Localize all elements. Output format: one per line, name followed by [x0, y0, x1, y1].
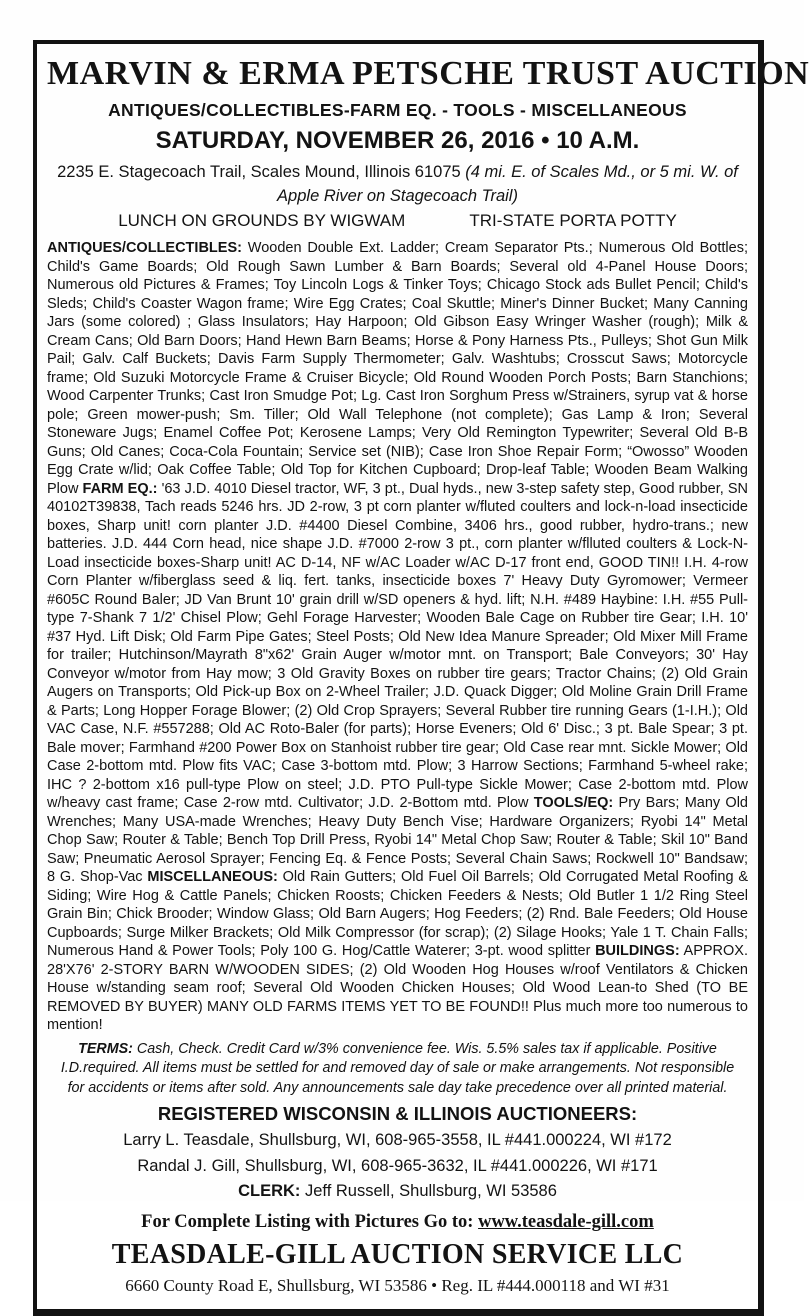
section-label-tools-eq: TOOLS/EQ: — [533, 795, 614, 811]
address-directions-note: (4 mi. E. of Scales Md., or 5 mi. W. of Apple River on Stagecoach Trail) — [277, 163, 738, 205]
section-label-farm-eq: FARM EQ.: — [82, 480, 158, 497]
miscellaneous-items: Old Rain Gutters; Old Fuel Oil Barrels; Old Corrugated Metal Roofing & Siding; Wire Hog & Cattle Panels; Chicken Roosts; Chicken Feeders & Nests; Old Butler 1 1/2 Ring Steel Grain Bin; Chick Brooder; Window Glass; Old Barn Augers; Hog Feeders; (2) Rnd. Bale Feeders; Old House Cupboards; Surge Milker Brackets; Old Milk Compressor (for scrap); (2) Silage Hooks; Yale 1 T. Chain Falls; Numerous Hand & Power Tools; Poly 100 G. Hog/Cattle Waterer; 3-pt. wood splitter — [47, 869, 748, 959]
section-label-buildings: BUILDINGS: — [595, 943, 680, 959]
auctioneer-randal-gill: Randal J. Gill, Shullsburg, WI, 608-965-3632, IL #441.000226, WI #171 — [137, 1157, 658, 1175]
auction-flyer — [33, 40, 809, 1316]
terms-paragraph — [51, 1040, 744, 1099]
buildings-items: APPROX. 28'X76' 2-STORY BARN W/WOODEN SIDES; (2) Old Wooden Hog Houses w/roof Ventilators & Chicken House w/standing seam roof; Several Old Wooden Chicken Houses; Old Wood Lean-to Shed (TO BE REMOVED BY BUYER) MANY OLD FARMS ITEMS YET TO BE FOUND!! Plus much more too numerous to mention! — [47, 943, 748, 1033]
section-label-miscellaneous: MISCELLANEOUS: — [147, 869, 278, 885]
section-label-antiques-collectibles: ANTIQUES/COLLECTIBLES: — [47, 240, 242, 256]
clerk-line — [47, 1179, 748, 1204]
listing-cta-line — [47, 1210, 748, 1235]
website-link[interactable]: www.teasdale-gill.com — [478, 1212, 654, 1232]
terms-text: Cash, Check. Credit Card w/3% convenience fee. Wis. 5.5% sales tax if applicable. Positive I.D.required. All items must be settled for and removed day of sale or make arrangements. Not responsible for accidents or items after sold. Any announcements sale day take precedence over all printed material. — [60, 1040, 735, 1096]
cta-text: For Complete Listing with Pictures Go to: — [141, 1212, 479, 1232]
amenities-line — [47, 211, 748, 231]
terms-label: TERMS: — [78, 1040, 133, 1057]
clerk-label: CLERK: — [238, 1182, 301, 1200]
auctioneers-heading: REGISTERED WISCONSIN & ILLINOIS AUCTIONEERS: — [157, 1103, 638, 1124]
auction-company-name: TEASDALE-GILL AUCTION SERVICE LLC — [111, 1239, 684, 1270]
lunch-note: LUNCH ON GROUNDS BY WIGWAM — [118, 211, 406, 230]
auction-company-address: 6660 County Road E, Shullsburg, WI 53586 • Reg. IL #444.000118 and WI #31 — [125, 1276, 670, 1295]
farm-eq-items: '63 J.D. 4010 Diesel tractor, WF, 3 pt., Dual hyds., new 3-step safety step, Good rubber, SN 40102T39838, Tach reads 5246 hrs. JD 2-row, 3 pt corn planter w/fluted coulters and lock-n-load insecticide boxes, Sharp unit! corn planter J.D. #4400 Diesel Combine, 3406 hrs., good rubber, hydro-trans.; new batteries. J.D. 444 Corn head, nice shape J.D. #7000 2-row 3 pt., corn planter w/flluted coulters & Lock-N-Load insecticide boxes-Sharp unit! AC D-14, NF w/AC Loader w/AC D-17 front end, GOOD TIN!! I.H. 4-row Corn Planter w/fiberglass seed & liq. fert. tanks, insecticide boxes 7' Heavy Duty Gyromower; Vermeer #605C Round Baler; JD Van Brunt 10' grain drill w/SD openers & hyd. lift; N.H. #489 Haybine: I.H. #55 Pull-type 7-Shank 7 1/2' Chisel Plow; Gehl Forage Harvester; Wooden Bale Cage on Rubber tire Gear; I.H. 10' #37 Hyd. Lift Disk; Old Farm Pipe Gates; Steel Posts; Old New Idea Manure Spreader; Old Mixer Mill Frame for trailer; Hutchinson/Mayrath 8"x62' Grain Auger w/motor mnt. on Transport; Bale Conveyors; 30' Hay Conveyor w/motor from Hay mow; 3 Old Gravity Boxes on rubber tire gears; Tractor Chains; (2) Old Grain Augers on Transports; Old Pick-up Box on 2-Wheel Trailer; J.D. Quack Digger; Old Moline Grain Drill Frame & Parts; Long Hopper Forage Blower; (2) Old Crop Sprayers; Several Rubber tire running Gears (1-I.H.); Old VAC Case, N.F. #557288; Old AC Roto-Baler (for parts); Horse Eveners; Old 6' Disc.; 3 pt. Bale Spear; 3 pt. Bale mover; Farmhand #200 Power Box on Stanhoist rubber tire gear; Old Case rear mnt. Sickle Mower; Old Case 2-bottom mtd. Plow fits VAC; Case 3-bottom mtd. Plow; 3 Harrow Sections; Farmhand 5-wheel rake; IHC ? 2-bottom x16 pull-type Plow on steel; J.D. PTO Pull-type Sickle Mower; Case 2-bottom mtd. Plow w/heavy cast frame; Case 2-row mtd. Cultivator; J.D. 2-Bottom mtd. Plow — [47, 480, 748, 811]
date-time-line: SATURDAY, NOVEMBER 26, 2016 • 10 A.M. — [155, 127, 640, 154]
clerk-name: Jeff Russell, Shullsburg, WI 53586 — [300, 1182, 557, 1200]
page-title: MARVIN & ERMA PETSCHE TRUST AUCTION — [47, 55, 809, 92]
listing-paragraph — [47, 239, 748, 1035]
tools-eq-items: Pry Bars; Many Old Wrenches; Many USA-made Wrenches; Heavy Duty Bench Vise; Hardware Organizers; Ryobi 14" Metal Chop Saw; Router & Table; Bench Top Drill Press, Ryobi 14" Metal Chop Saw; Router & Table; Skil 10" Band Saw; Pneumatic Aerosol Sprayer; Fencing Eq. & Fence Posts; Several Chain Saws; Rockwell 10" Bandsaw; 8 G. Shop-Vac — [47, 795, 748, 885]
auctioneer-larry-teasdale: Larry L. Teasdale, Shullsburg, WI, 608-965-3558, IL #441.000224, WI #172 — [123, 1131, 672, 1149]
antiques-collectibles-items: Wooden Double Ext. Ladder; Cream Separator Pts.; Numerous Old Bottles; Child's Game Boards; Old Rough Sawn Lumber & Barn Boards; Several old 4-Panel House Doors; Numerous old Pictures & Frames; Toy Lincoln Logs & Tinker Toys; Chicago Stock ads Bullet Pencil; Child's Sleds; Child's Coaster Wagon frame; Wire Egg Crates; Coal Skuttle; Miner's Dinner Bucket; Many Canning Jars (some colored) ; Glass Insulators; Hay Harpoon; Old Gibson Easy Wringer Washer (rough); Milk & Cream Cans; Old Barn Doors; Hand Hewn Barn Beams; Horse & Pony Harness Pts., Pulleys; Shot Gun Milk Pail; Galv. Calf Buckets; Davis Farm Supply Thermometer; Galv. Washtubs; Crosscut Saws; Motorcycle frame; Old Suzuki Motorcycle Frame & Cruiser Bicycle; Old Round Wooden Porch Posts; Barn Stanchions; Wood Carpenter Trunks; Cast Iron Smudge Pot; Lg. Cast Iron Sorghum Press w/Strainers, syrup vat & horse pole; Green mower-push; Sm. Tiller; Old Wall Telephone (not complete); Gas Lamp & Iron; Several Stoneware Jugs; Enamel Coffee Pot; Kerosene Lamps; Very Old Remington Typewriter; Several Old B-B Guns; Old Canes; Coca-Cola Fountain; Service set (NIB); Case Iron Shoe Repair Form; “Owosso” Wooden Egg Crate w/lid; Oak Coffee Table; Old Top for Kitchen Cupboard; Drop-leaf Table; Wooden Beam Walking Plow — [47, 240, 748, 497]
categories-line: ANTIQUES/COLLECTIBLES-FARM EQ. - TOOLS - MISCELLANEOUS — [108, 100, 687, 120]
street-address: 2235 E. Stagecoach Trail, Scales Mound, Illinois 61075 — [57, 163, 461, 181]
porta-potty-note: TRI-STATE PORTA POTTY — [469, 211, 677, 230]
address-line — [47, 160, 748, 208]
